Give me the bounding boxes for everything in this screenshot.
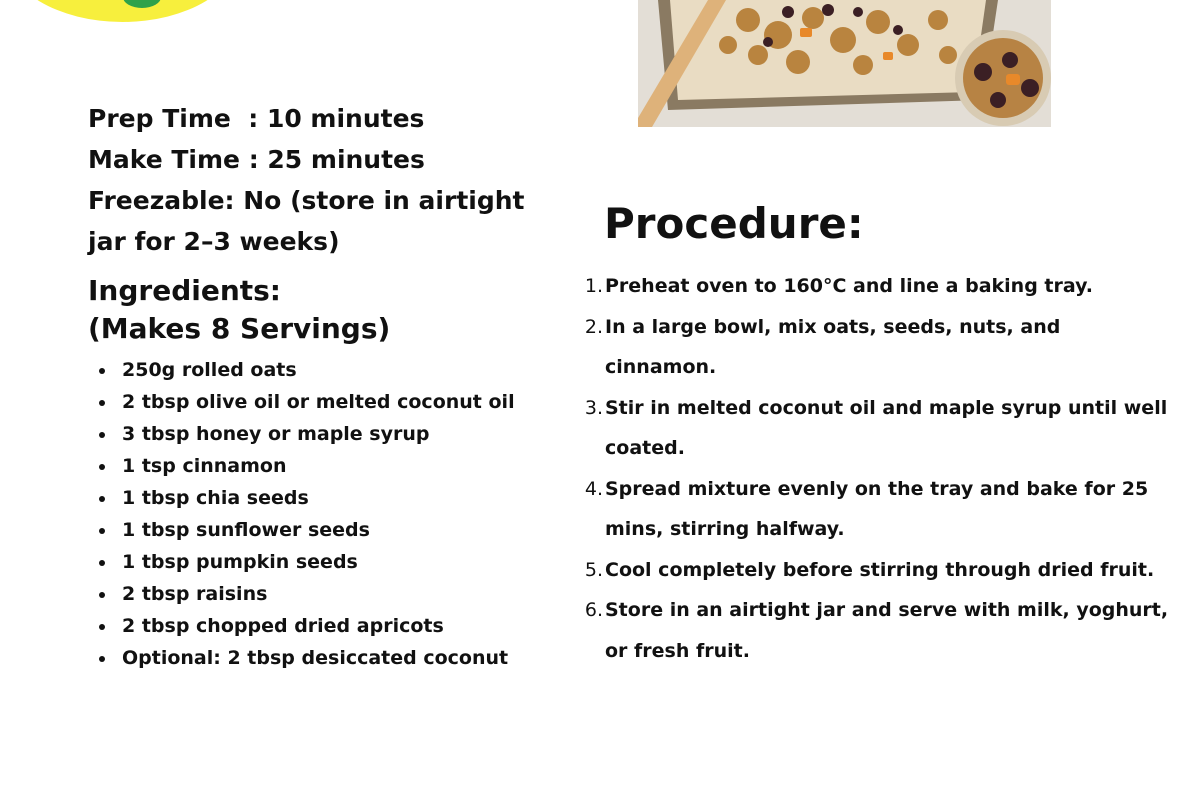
ingredient-item: 250g rolled oats bbox=[96, 354, 515, 386]
make-time: Make Time : 25 minutes bbox=[88, 145, 425, 174]
bullet-icon bbox=[99, 400, 105, 406]
step-text: In a large bowl, mix oats, seeds, nuts, and cinnamon. bbox=[605, 315, 1061, 378]
ingredient-item: 1 tbsp sunflower seeds bbox=[96, 514, 515, 546]
ingredient-item: 1 tbsp pumpkin seeds bbox=[96, 546, 515, 578]
ingredients-title: Ingredients: bbox=[88, 274, 282, 307]
ingredient-item: 2 tbsp olive oil or melted coconut oil bbox=[96, 386, 515, 418]
step-number: 4. bbox=[584, 477, 603, 500]
procedure-step bbox=[576, 388, 1176, 469]
ingredient-item: 1 tbsp chia seeds bbox=[96, 482, 515, 514]
servings-note: (Makes 8 Servings) bbox=[88, 312, 391, 345]
procedure-step bbox=[576, 307, 1176, 388]
ingredient-item: 1 tsp cinnamon bbox=[96, 450, 515, 482]
prep-time: Prep Time : 10 minutes bbox=[88, 104, 425, 133]
bullet-icon bbox=[99, 560, 105, 566]
ingredients-list bbox=[96, 354, 515, 674]
ingredient-item: 2 tbsp chopped dried apricots bbox=[96, 610, 515, 642]
granola-photo bbox=[638, 0, 1051, 127]
bullet-icon bbox=[99, 496, 105, 502]
step-text: Preheat oven to 160°C and line a baking tray. bbox=[605, 275, 1093, 297]
bullet-icon bbox=[99, 656, 105, 662]
bullet-icon bbox=[99, 624, 105, 630]
recipe-meta bbox=[88, 98, 558, 262]
procedure-step bbox=[576, 469, 1176, 550]
step-number: 5. bbox=[584, 558, 603, 581]
bullet-icon bbox=[99, 432, 105, 438]
procedure-list bbox=[576, 266, 1176, 671]
freezable-note: Freezable: No (store in airtight jar for 2–3 weeks) bbox=[88, 186, 525, 256]
ingredient-item: 2 tbsp raisins bbox=[96, 578, 515, 610]
step-number: 2. bbox=[584, 315, 603, 338]
ingredient-item: 3 tbsp honey or maple syrup bbox=[96, 418, 515, 450]
ingredient-item: Optional: 2 tbsp desiccated coconut bbox=[96, 642, 515, 674]
step-text: Spread mixture evenly on the tray and bake for 25 mins, stirring halfway. bbox=[605, 477, 1149, 540]
procedure-step bbox=[576, 590, 1176, 671]
step-number: 6. bbox=[584, 599, 603, 621]
procedure-title: Procedure: bbox=[604, 199, 864, 248]
bullet-icon bbox=[99, 528, 105, 534]
ingredients-heading bbox=[88, 272, 558, 348]
bullet-icon bbox=[99, 464, 105, 470]
step-number: 3. bbox=[584, 396, 603, 419]
bullet-icon bbox=[99, 592, 105, 598]
step-number: 1. bbox=[584, 275, 603, 297]
step-text: Stir in melted coconut oil and maple syrup until well coated. bbox=[605, 396, 1168, 459]
procedure-step bbox=[576, 266, 1176, 307]
step-text: Cool completely before stirring through dried fruit. bbox=[605, 558, 1155, 581]
yellow-blob-decoration bbox=[5, 0, 240, 22]
step-text: Store in an airtight jar and serve with milk, yoghurt, or fresh fruit. bbox=[605, 599, 1169, 662]
bullet-icon bbox=[99, 368, 105, 374]
procedure-step bbox=[576, 550, 1176, 591]
granola-photo-illustration bbox=[638, 0, 1051, 127]
